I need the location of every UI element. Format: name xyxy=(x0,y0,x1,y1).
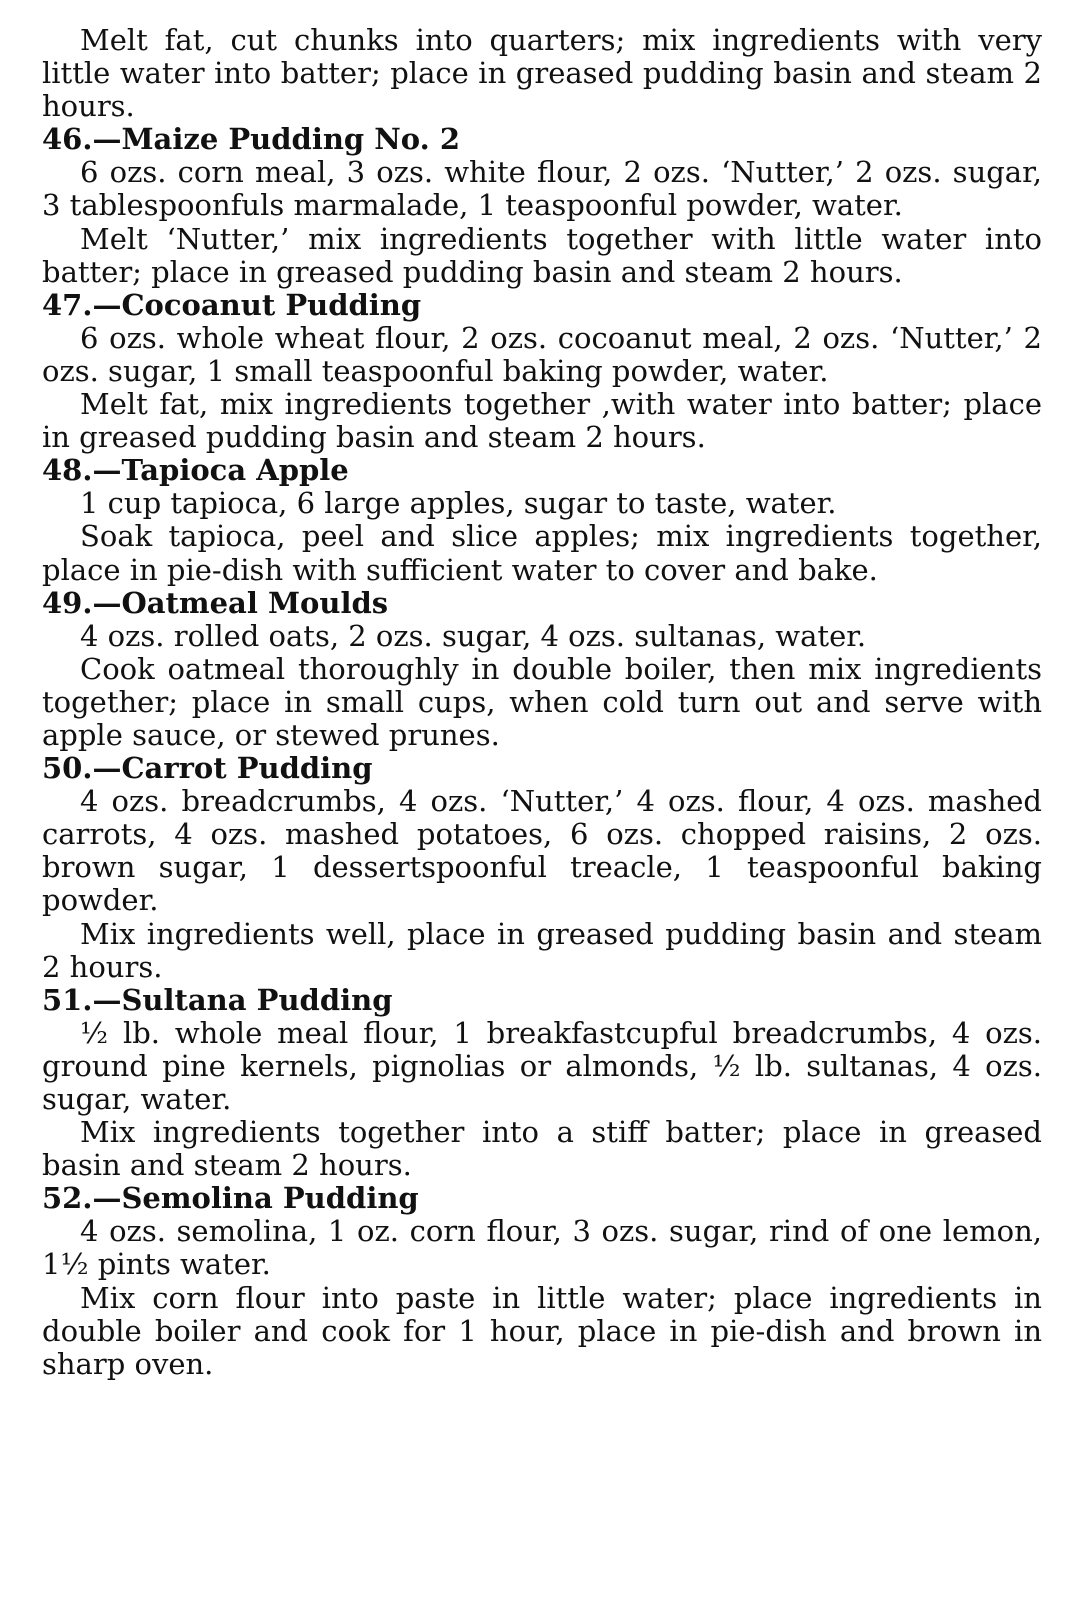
recipe-method: Cook oatmeal thoroughly in double boiler, then mix ingredients together; place in small cups, when cold turn out and serve with apple sauce, or stewed prunes. xyxy=(42,651,1042,752)
recipe-method: Mix ingredients together into a stiff batter; place in greased basin and steam 2 hours. xyxy=(42,1115,1042,1183)
recipe-ingredients: ½ lb. whole meal flour, 1 breakfastcupful breadcrumbs, 4 ozs. ground pine kernels, pignolias or almonds, ½ lb. sultanas, 4 ozs. sugar, water. xyxy=(42,1015,1042,1116)
recipe-50 xyxy=(42,752,1042,984)
recipe-method: Mix ingredients well, place in greased pudding basin and steam 2 hours. xyxy=(42,916,1042,984)
recipe-ingredients: 4 ozs. breadcrumbs, 4 ozs. ‘Nutter,’ 4 ozs. flour, 4 ozs. mashed carrots, 4 ozs. mashed potatoes, 6 ozs. chopped raisins, 2 ozs. brown sugar, 1 dessertspoonful treacle, 1 teaspoonful baking powder. xyxy=(42,784,1042,918)
recipe-46 xyxy=(42,123,1042,288)
recipe-ingredients: 4 ozs. rolled oats, 2 ozs. sugar, 4 ozs. sultanas, water. xyxy=(80,618,867,653)
recipe-ingredients: 4 ozs. semolina, 1 oz. corn flour, 3 ozs. sugar, rind of one lemon, 1½ pints water. xyxy=(42,1214,1042,1282)
recipe-52 xyxy=(42,1182,1042,1381)
recipe-49 xyxy=(42,587,1042,752)
recipe-title: 46.—Maize Pudding No. 2 xyxy=(42,122,461,157)
recipe-47 xyxy=(42,289,1042,454)
recipe-ingredients: 1 cup tapioca, 6 large apples, sugar to taste, water. xyxy=(80,486,837,521)
recipe-48 xyxy=(42,454,1042,586)
recipe-method: Soak tapioca, peel and slice apples; mix ingredients together, place in pie-dish with sufficient water to cover and bake. xyxy=(42,519,1042,587)
recipe-method: Melt fat, mix ingredients together ,with water into batter; place in greased pudding basin and steam 2 hours. xyxy=(42,387,1042,455)
recipe-title: 48.—Tapioca Apple xyxy=(42,453,349,488)
recipe-page xyxy=(42,24,1042,1381)
recipe-title: 52.—Semolina Pudding xyxy=(42,1181,419,1216)
recipe-title: 51.—Sultana Pudding xyxy=(42,982,393,1017)
recipe-ingredients: 6 ozs. whole wheat flour, 2 ozs. cocoanut meal, 2 ozs. ‘Nutter,’ 2 ozs. sugar, 1 small teaspoonful baking powder, water. xyxy=(42,320,1042,388)
intro-method: Melt fat, cut chunks into quarters; mix ingredients with very little water into batter; place in greased pudding basin and steam 2 hours. xyxy=(42,23,1042,124)
recipe-title: 50.—Carrot Pudding xyxy=(42,751,373,786)
recipe-title: 49.—Oatmeal Moulds xyxy=(42,585,389,620)
recipe-ingredients: 6 ozs. corn meal, 3 ozs. white flour, 2 ozs. ‘Nutter,’ 2 ozs. sugar, 3 tablespoonfuls marmalade, 1 teaspoonful powder, water. xyxy=(42,155,1042,223)
recipe-51 xyxy=(42,984,1042,1183)
recipe-method: Mix corn flour into paste in little water; place ingredients in double boiler and cook for 1 hour, place in pie-dish and brown in sharp oven. xyxy=(42,1280,1042,1381)
recipe-method: Melt ‘Nutter,’ mix ingredients together with little water into batter; place in greased pudding basin and steam 2 hours. xyxy=(42,221,1042,289)
recipe-title: 47.—Cocoanut Pudding xyxy=(42,287,422,322)
